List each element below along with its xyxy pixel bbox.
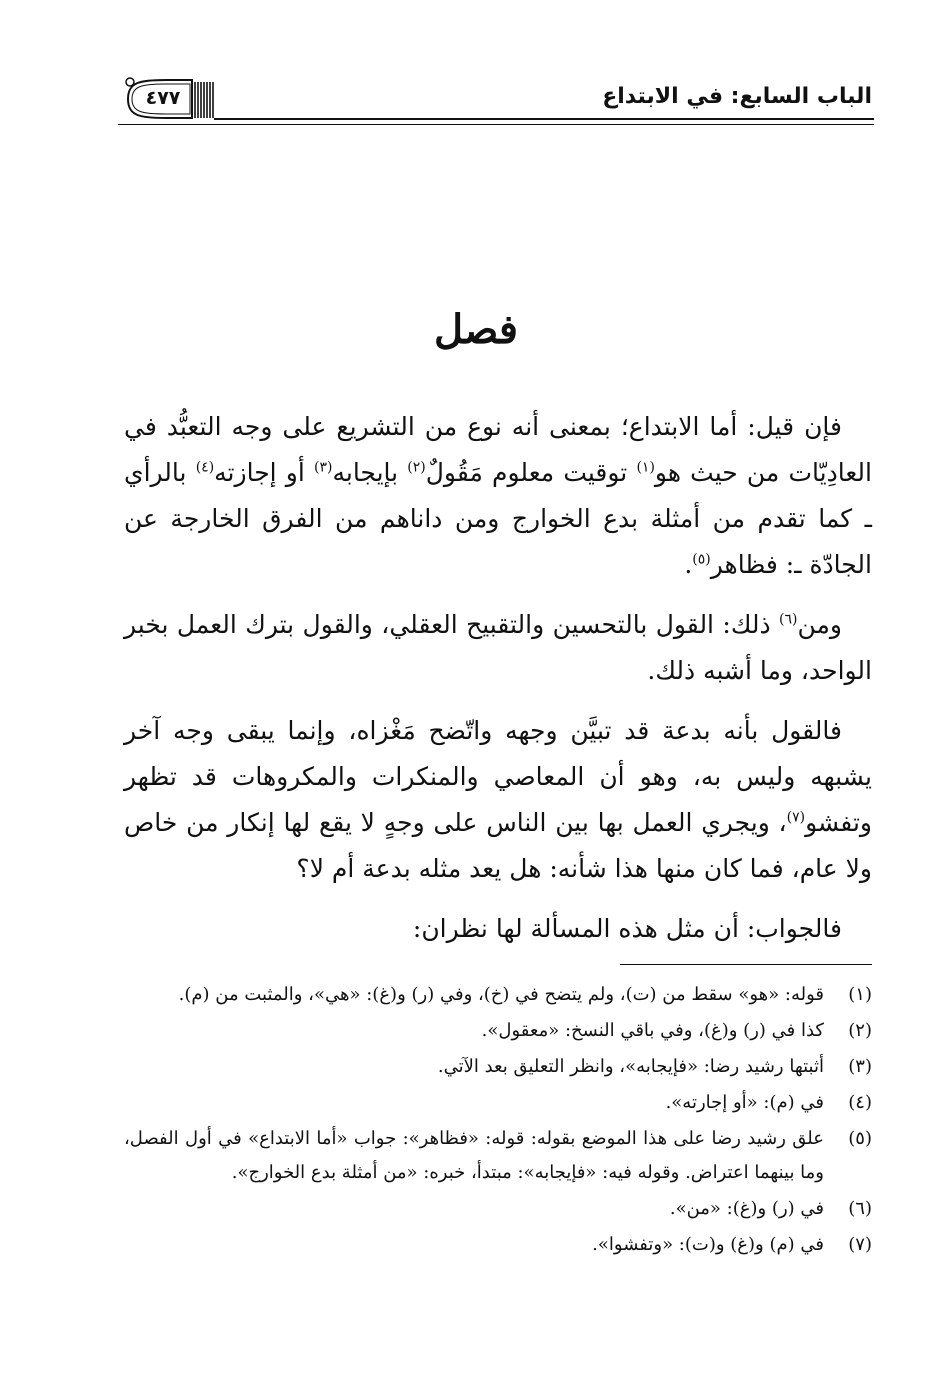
footnote-text: أثبتها رشيد رضا: «فإيجابه»، وانظر التعليق بعد الآتي. — [437, 1056, 824, 1077]
footnote-marker: (٧) — [786, 809, 806, 826]
footnote-marker: (٢) — [407, 459, 426, 476]
footnote — [124, 1014, 872, 1048]
page-header — [118, 74, 874, 134]
text-run: ، ويجري العمل بها بين الناس على وجهٍ لا يقع لها إنكار من خاص ولا عام، فما كان منها هذا شأنه: هل يعد مثله بدعة أم لا؟ — [124, 808, 872, 883]
footnotes — [124, 978, 872, 1264]
header-rule-thick — [214, 118, 874, 120]
footnote-number: (٢) — [848, 1020, 872, 1041]
footnote-marker: (٦) — [779, 611, 798, 628]
paragraph — [124, 708, 872, 892]
text-run: بإيجابه — [332, 458, 408, 487]
text-run: ومن — [797, 610, 842, 639]
footnote-number: (٥) — [848, 1128, 872, 1149]
main-text — [124, 404, 872, 966]
footnote-text: في (م) و(غ) و(ت): «وتفشوا». — [592, 1234, 824, 1255]
footnote — [124, 1228, 872, 1262]
text-run: أو إجازته — [214, 458, 314, 487]
footnote-marker: (٣) — [313, 459, 333, 476]
footnote — [124, 1122, 872, 1190]
page-number: ٤٧٧ — [145, 87, 181, 109]
paragraph — [124, 404, 872, 588]
footnote-marker: (٥) — [692, 551, 711, 568]
running-title: الباب السابع: في الابتداع — [602, 84, 872, 109]
footnote — [124, 1192, 872, 1226]
header-rule-thin — [118, 124, 874, 125]
footnote-number: (٤) — [848, 1092, 872, 1113]
footnote-number: (٧) — [848, 1234, 872, 1255]
text-run: ذلك: القول بالتحسين والتقبيح العقلي، والقول بترك العمل بخبر الواحد، وما أشبه ذلك. — [124, 610, 872, 685]
footnote — [124, 978, 872, 1012]
footnote — [124, 1086, 872, 1120]
footnote-text: كذا في (ر) و(غ)، وفي باقي النسخ: «معقول». — [481, 1020, 824, 1041]
footnote-marker: (٤) — [195, 459, 215, 476]
text-run: توقيت معلوم مَقُولٌ — [425, 458, 637, 487]
paragraph — [124, 906, 872, 952]
footnote-number: (١) — [848, 984, 872, 1005]
section-title: فصل — [433, 306, 519, 353]
text-run: فالقول بأنه بدعة قد تبيَّن وجهه واتّضح مَغْزاه، وإنما يبقى وجه آخر يشبهه وليس به، وهو أن المعاصي والمنكرات والمكروهات قد تظهر وتفشو — [124, 716, 872, 837]
footnote-number: (٦) — [848, 1198, 872, 1219]
footnote-text: في (م): «أو إجارته». — [665, 1092, 824, 1113]
footnote-marker: (١) — [636, 459, 655, 476]
paragraph — [124, 602, 872, 694]
text-run: بالرأي ـ كما تقدم من أمثلة بدع الخوارج ومن داناهم من الفرق الخارجة عن الجادّة ـ: فظاهر — [124, 458, 872, 579]
text-run: فالجواب: أن مثل هذه المسألة لها نظران: — [412, 914, 842, 943]
text-run: . — [684, 550, 693, 579]
footnote-text: في (ر) و(غ): «من». — [669, 1198, 824, 1219]
text-run: فإن قيل: أما الابتداع؛ بمعنى أنه نوع من التشريع على وجه التعبُّد في العادِيّات من حيث هو — [124, 412, 872, 487]
footnote-number: (٣) — [848, 1056, 872, 1077]
footnote-separator — [620, 964, 872, 965]
footnote — [124, 1050, 872, 1084]
footnote-text: قوله: «هو» سقط من (ت)، ولم يتضح في (خ)، وفي (ر) و(غ): «هي»، والمثبت من (م). — [178, 984, 824, 1005]
footnote-text: علق رشيد رضا على هذا الموضع بقوله: قوله: «فظاهر»: جواب «أما الابتداع» في أول الفصل، وما بينهما اعتراض. وقوله فيه: «فإيجابه»: مبتدأ، خبره: «من أمثلة بدع الخوارج». — [124, 1128, 824, 1183]
